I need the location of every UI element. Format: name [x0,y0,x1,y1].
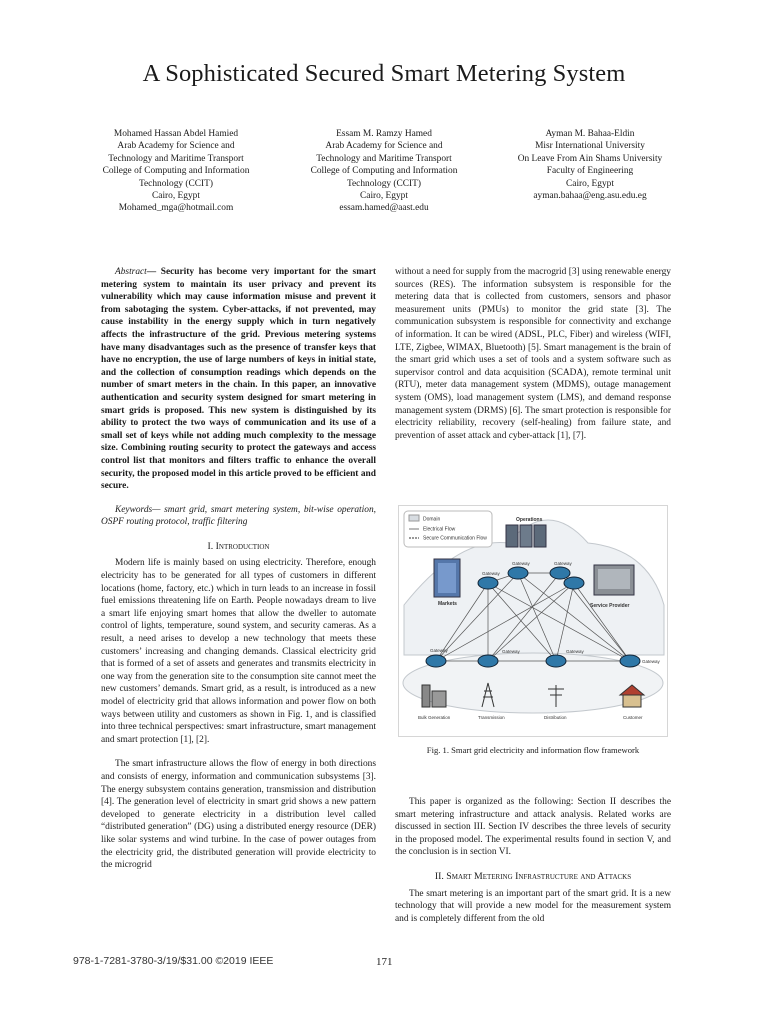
author-block-3 [490,128,690,202]
gateway-label: Gateway [566,649,584,654]
continued-paragraph: without a need for supply from the macrogrid [3] using renewable energy sources (RES). The information subsystem is responsible for the metering data that is collected from customers, sensors and phasor measurement units (PMUs) to monitor the grid state [3]. The communication subsystem is responsible for connectivity and exchange of information. It can be wired (ADSL, PLC, Fiber) and wireless (WIFI, LTE, Zigbee, WIMAX, Bluetooth) [5]. Smart management is the brain of the smart grid which uses a set of tools and a system software such as supervisor control and data acquisition (SCADA), remote terminal unit (RTU), meter data management system (MDMS), outage management system (OMS), load management system (LMS), and demand response management system (DRMS) [6]. The smart protection is responsible for electricity reliability, recovery (self-healing) from failure state, and prevention of asset attack and cyber-attack [1], [7]. [395,267,671,441]
author-affiliation: Faculty of Engineering [546,166,634,177]
service-provider-label: Service Provider [590,603,630,609]
author-email[interactable]: Mohamed_mga@hotmail.com [118,203,234,214]
legend-domain-swatch [409,515,419,521]
bulk-generation-label: Bulk Generation [418,715,451,720]
distribution-label: Distribution [544,715,567,720]
gateway-router-icon [546,655,566,667]
operations-label: Operations [516,517,543,523]
gateway-router-icon [478,577,498,589]
infrastructure-paragraph-1: The smart metering is an important part of the smart grid. It is a new technology that will provide a new model for the measurement system and is completely different from the old [395,888,671,924]
gateway-router-icon [426,655,446,667]
intro-paragraph-2: The smart infrastructure allows the flow of energy in both directions and consists of energy, information and communication subsystems [3]. The energy subsystem contains generation, transmission and distribution [4]. The generation level of electricity in smart grid shows a new pattern developed to generate electricity in a distribution level called “distributed generation” (DG) using a distributed energy resource (DER) like solar systems and wind turbine. In the case of power outages from the electricity grid, the distributed generation will provide electricity to the microgrid [101,759,376,871]
gateway-label: Gateway [482,571,500,576]
operations-servers-icon [506,525,546,547]
section-number: I. [207,540,214,552]
author-email[interactable]: ayman.bahaa@eng.asu.edu.eg [533,191,647,202]
author-affiliation: Cairo, Egypt [566,178,614,189]
section-title: Smart Metering Infrastructure and Attacks [446,870,632,882]
author-affiliation: Technology and Maritime Transport [316,153,452,164]
right-column-bottom [395,796,671,925]
page-number: 171 [376,956,393,968]
gateway-label: Gateway [430,648,448,653]
figure-smart-grid-framework [398,505,668,737]
author-email[interactable]: essam.hamed@aast.edu [339,203,429,214]
author-block-2 [284,128,484,215]
gateway-router-icon [478,655,498,667]
gateway-router-icon [550,567,570,579]
author-name: Essam M. Ramzy Hamed [336,129,432,139]
markets-label: Markets [438,601,457,607]
keywords [101,504,376,529]
abstract-text: — Security has become very important for the smart metering system to maintain its user privacy and prevent its vulnerability which may cause information misuse and prevent it from sabotaging the system. Cyber-attacks, if not prevented, may cause instability in the energy supply which in turn negatively affects the infrastructure of the grid. Previous metering systems have many disadvantages such as the presence of transfer keys that have no encryption, the use of large numbers of keys in initial state, and the collection of consumption readings which depends on the number of smart meters in the chain. In this paper, an innovative authentication and security system designed for smart metering in smart grids is proposed. This new system is distinguished by its ability to protect the two ways of communication and its use of a small set of keys while not adding much complexity to the message size. Combining routing security to protect the gateways and access control list that monitors and filters traffic to enhance the overall security, the proposed model in this article proved to be efficient and secure. [101,267,376,492]
keywords-text: — smart grid, smart metering system, bit-wise operation, OSPF routing protocol, traffic filtering [101,504,376,528]
paper-title: A Sophisticated Secured Smart Metering System [142,60,626,87]
customer-label: Customer [623,715,643,720]
section-heading-introduction [101,541,376,554]
markets-building-icon [434,559,460,597]
legend-secure: Secure Communication Flow [423,535,487,542]
section-title: Introduction [215,540,270,552]
figure-caption: Fig. 1. Smart grid electricity and information flow framework [426,745,640,755]
legend-electrical: Electrical Flow [423,526,456,533]
left-column [101,266,376,872]
legend-domain: Domain [423,516,441,523]
right-column-top [395,266,671,442]
author-affiliation: College of Computing and Information [102,166,250,177]
keywords-label: Keywords [115,504,153,515]
gateway-router-icon [508,567,528,579]
author-affiliation: Cairo, Egypt [152,191,200,202]
author-block-1 [76,128,276,215]
gateway-label: Gateway [512,561,530,566]
abstract [101,266,376,493]
section-number: II. [434,870,444,882]
section-heading-infrastructure [395,871,671,884]
author-affiliation: Technology (CCIT) [346,178,422,189]
footer-isbn: 978-1-7281-3780-3/19/$31.00 ©2019 IEEE [73,955,274,967]
author-name: Mohamed Hassan Abdel Hamied [113,129,239,139]
gateway-label: Gateway [502,649,520,654]
intro-paragraph-1: Modern life is mainly based on using electricity. Therefore, enough electricity has to be generated for all types of customers in different locations (home, factory, etc.) which in turn leads to an increase in fossil fuel emissions threatening life on Earth. People nowadays dream to live a smart life enjoying smart homes that allow the dweller to automate control of lights, temperature, sound system, and security cameras. As a result, a need arises to develop a new technology that meets these customers’ increasing and changing demands. Classical electricity grid that is formed of a set of assets and generates and transmits electricity in one way from the generation site to the consumption site cannot meet the new customers’ demands. Smart grid, as a result, is introduced as a new model of electricity grid that allows information and power flow on both ways between utility and customers as shown in Fig. 1, and is classified into three technical perspectives: smart infrastructure, smart management and smart protection [1], [2]. [101,558,376,745]
gateway-label: Gateway [642,659,660,664]
author-affiliation: Technology and Maritime Transport [108,153,244,164]
transmission-label: Transmission [478,715,505,720]
author-affiliation: College of Computing and Information [310,166,458,177]
figure-legend [404,511,492,547]
author-affiliation: Technology (CCIT) [138,178,214,189]
author-affiliation: Arab Academy for Science and [325,141,443,152]
service-provider-building-icon [594,565,634,595]
author-name: Ayman M. Bahaa-Eldin [545,129,635,139]
gateway-router-icon [564,577,584,589]
author-affiliation: Cairo, Egypt [360,191,408,202]
organization-paragraph: This paper is organized as the following: Section II describes the smart metering infrastructure and attack analysis. Related works are discussed in section III. Section IV describes the three levels of security in the proposed model. The experimental results found in section V, and the conclusion is in section VI. [395,797,671,858]
author-affiliation: Misr International University [535,141,645,152]
author-affiliation: On Leave From Ain Shams University [517,153,663,164]
figure-diagram [398,505,668,737]
author-affiliation: Arab Academy for Science and [117,141,235,152]
abstract-label: Abstract [115,267,147,277]
gateway-router-icon [620,655,640,667]
gateway-label: Gateway [554,561,572,566]
